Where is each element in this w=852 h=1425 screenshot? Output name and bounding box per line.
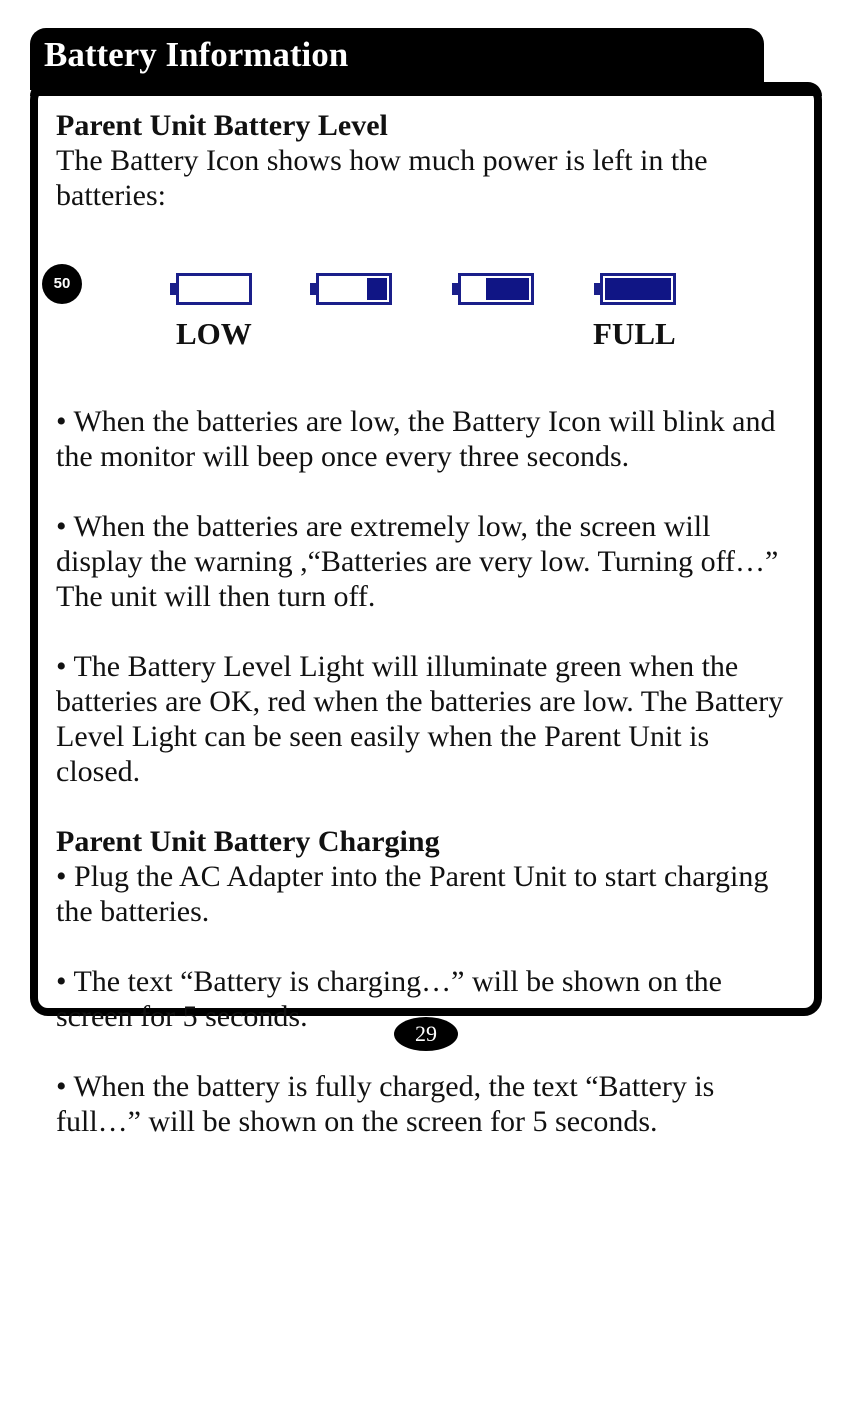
figure-number-badge: 50: [42, 264, 82, 304]
bullet-plug-adapter: • Plug the AC Adapter into the Parent Unit to start charging the batteries.: [56, 860, 769, 928]
bullet-charging-text: • The text “Battery is charging…” will be shown on the screen for 5 seconds.: [56, 965, 722, 1033]
page-title: Battery Information: [44, 35, 349, 74]
battery-intro-text: The Battery Icon shows how much power is left in the batteries:: [56, 144, 708, 212]
bullet-extremely-low: • When the batteries are extremely low, the screen will display the warning ,“Batteries are very low. Turning off…” The unit will then turn off.: [56, 510, 779, 613]
battery-level-icons: [168, 273, 688, 313]
battery-icon-one-bar: [316, 273, 392, 305]
battery-icon-full: [600, 273, 676, 305]
section-heading-charging: Parent Unit Battery Charging: [56, 825, 440, 858]
main-content: [56, 108, 796, 213]
battery-full-label: FULL: [593, 316, 676, 351]
bullet-level-light: • The Battery Level Light will illuminate green when the batteries are OK, red when the batteries are low. The Battery Level Light can be seen easily when the Parent Unit is closed.: [56, 650, 784, 788]
bullet-full-text: • When the battery is fully charged, the text “Battery is full…” will be shown on the screen for 5 seconds.: [56, 1070, 715, 1138]
battery-icon-empty: [176, 273, 252, 305]
page-number-badge: 29: [394, 1017, 458, 1051]
battery-low-label: LOW: [176, 316, 252, 351]
bullet-low-battery: • When the batteries are low, the Battery Icon will blink and the monitor will beep once every three seconds.: [56, 405, 776, 473]
section-heading-battery-level: Parent Unit Battery Level: [56, 109, 388, 142]
battery-icon-two-bars: [458, 273, 534, 305]
